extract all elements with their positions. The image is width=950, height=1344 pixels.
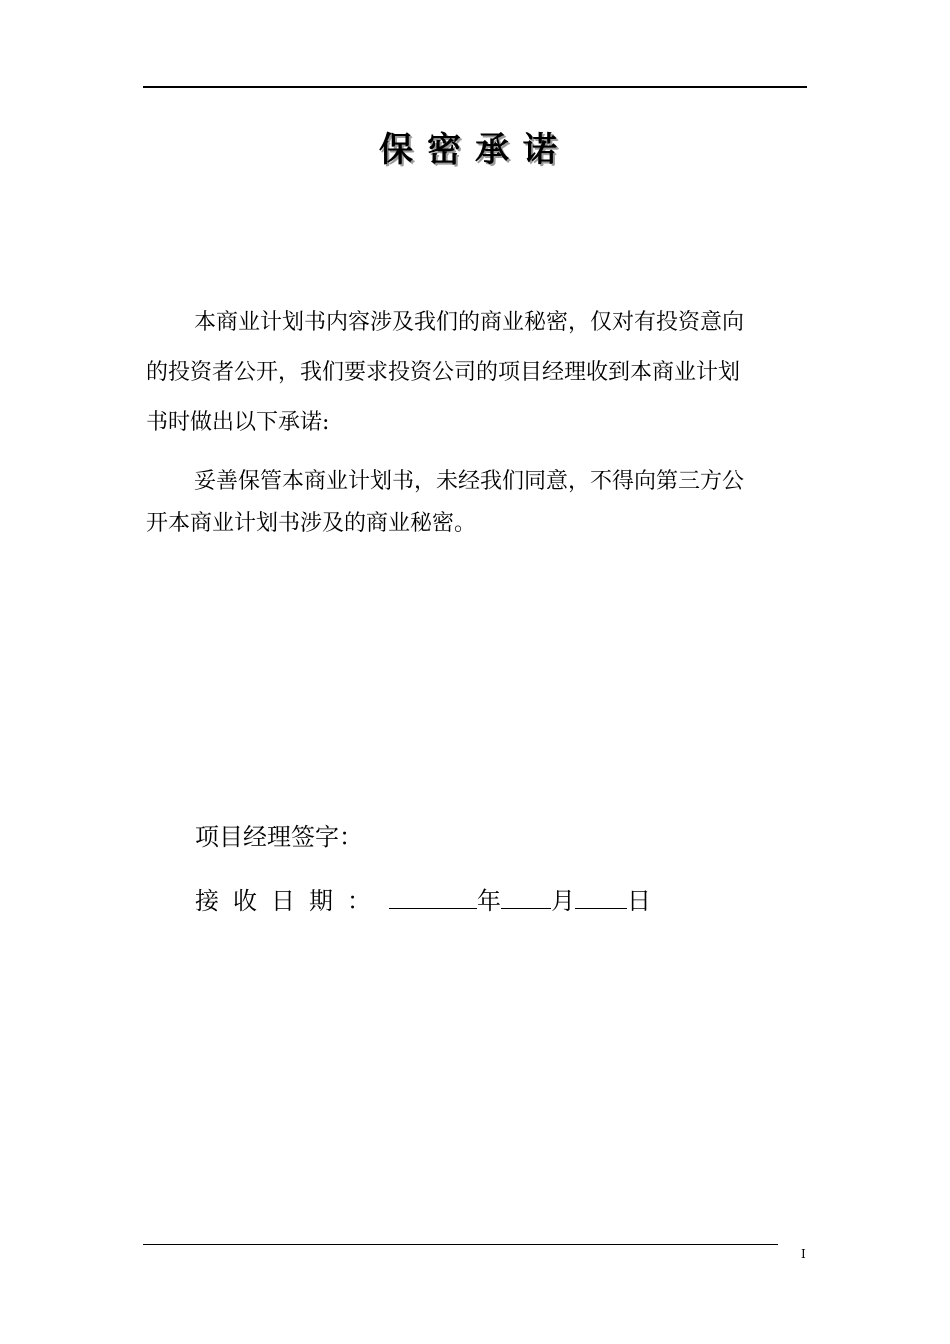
paragraph-line: 开本商业计划书涉及的商业秘密。 <box>146 511 477 536</box>
paragraph-line: 书时做出以下承诺: <box>146 410 330 435</box>
day-blank <box>575 886 627 909</box>
paragraph-line: 本商业计划书内容涉及我们的商业秘密，仅对有投资意向 <box>194 310 745 335</box>
document-title: 保密承诺 <box>379 130 571 170</box>
manager-signature-label: 项目经理签字： <box>195 823 363 851</box>
manager-signature-row <box>195 817 363 852</box>
day-label: 日 <box>627 887 651 915</box>
footer-rule <box>143 1244 778 1245</box>
year-blank <box>389 886 477 909</box>
page-number: I <box>801 1247 806 1261</box>
paragraph-line: 的投资者公开，我们要求投资公司的项目经理收到本商业计划 <box>146 360 741 385</box>
receive-date-row <box>195 881 651 916</box>
month-label: 月 <box>551 887 575 915</box>
month-blank <box>501 886 551 909</box>
year-label: 年 <box>477 887 501 915</box>
paragraph-line: 妥善保管本商业计划书，未经我们同意，不得向第三方公 <box>194 469 745 494</box>
receive-date-label: 接收日期： <box>195 887 385 915</box>
header-rule <box>143 86 807 88</box>
